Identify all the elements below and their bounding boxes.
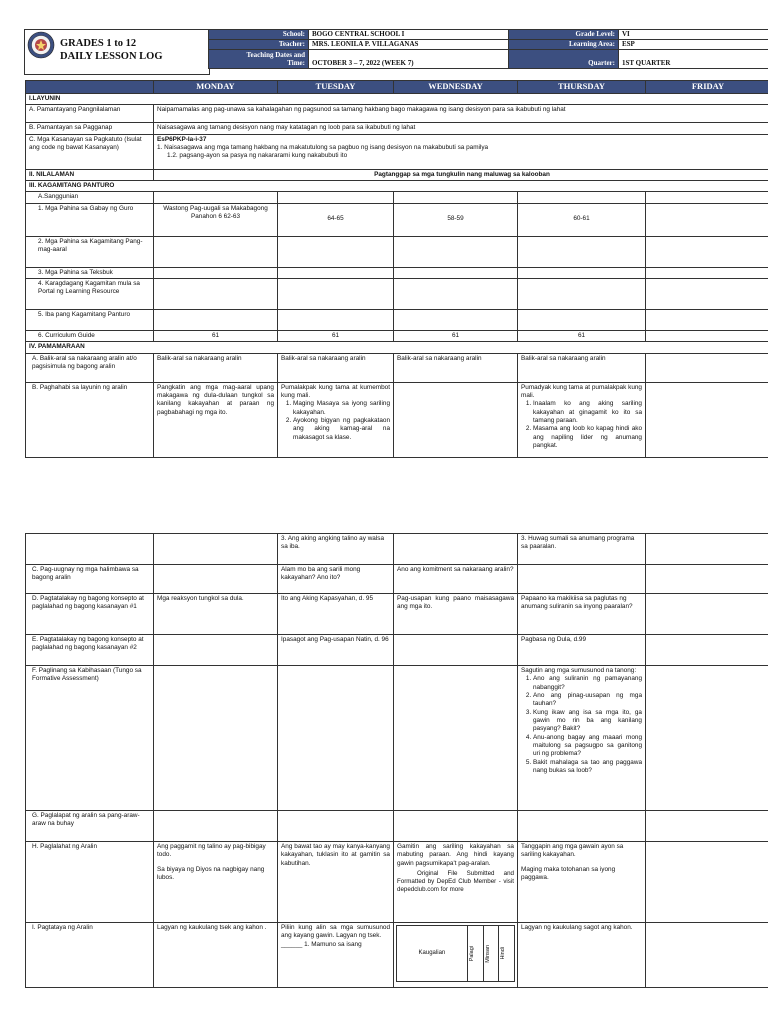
lesson-log-table-page2 [25,533,768,988]
deped-seal-icon [27,31,55,59]
pb-thu [518,382,646,457]
grade-label: Grade Level: [509,30,619,40]
nilalaman-text: Pagtanggap sa mga tungkulin nang maluwag sa kalooban [154,169,768,180]
day-monday: MONDAY [154,81,278,94]
s1-label: 1. Mga Pahina sa Gabay ng Guro [26,203,154,236]
dates-label-line1: Teaching Dates and [246,50,305,59]
dates-label-line2: Time: [287,59,305,68]
i-wed [394,923,518,988]
area-value: ESP [619,40,768,50]
pb-tue-item2: 2. Ayokong bigyan ng pagkakataon ang aking kamag-aral na makasagot sa klase. [293,417,390,442]
h-wed [394,842,518,923]
s6-wed: 61 [394,330,518,341]
i-wed-kaugalian: Kaugalian [397,926,468,982]
s6-label: 6. Curriculum Guide [26,330,154,341]
d-tue: Ito ang Aking Kapasyahan, d. 95 [278,594,394,635]
e-label: E. Pagtatalakay ng bagong konsepto at paglalahad ng bagong kasanayan #2 [26,635,154,666]
title-line1: GRADES 1 to 12 [60,38,137,49]
pb-thu-item1: 1. Inaalam ko ang aking sariling kakayahan at ginagamit ko ito sa tamang paraan. [533,400,642,425]
teacher-value: MRS. LEONILA P. VILLAGANAS [309,40,509,50]
pb-label: B. Paghahabi sa layunin ng aralin [26,382,154,457]
i-label: I. Pagtataya ng Aralin [26,923,154,988]
grade-value: VI [619,30,768,40]
s2-label: 2. Mga Pahina sa Kagamitang Pang-mag-aaral [26,236,154,267]
pa-mon: Balik-aral sa nakaraang aralin [154,353,278,382]
i-wed-col-minsan: Minsan [484,944,491,963]
i-tue [278,923,394,988]
i-tue-line2: ______ 1. Mamuno sa isang [281,940,362,948]
pb-tue [278,382,394,457]
pb-tue-item1: 1. Maging Masaya sa iyong sariling kakayahan. [293,400,390,417]
d-thu: Papaano ka makikiisa sa paglutas ng anumang suliranin sa inyong paaralan? [518,594,646,635]
f-thu-q4: 4. Anu-anong bagay ang maaari mong maitulong sa pagsugpo sa ganitong uri ng problema? [533,734,642,759]
f-thu-q2: 2. Ano ang pinag-uusapan ng mga tauhan? [533,692,642,709]
sanggunian-label: A.Sanggunian [26,192,154,203]
s4-label: 4. Karagdagang Kagamitan mula sa Portal ng Learning Resource [26,278,154,309]
row-c-text [154,134,768,169]
day-friday: FRIDAY [646,81,768,94]
dates-label [209,50,309,69]
row-a-label: A. Pamantayang Pangnilalaman [26,105,154,123]
h-thu [518,842,646,923]
s1-mon: Wastong Pag-uugali sa Makabagong Panahon 6 62-63 [154,203,278,236]
c-wed: Ano ang komitment sa nakaraang aralin? [394,565,518,594]
d-wed: Pag-usapan kung paano maisasagawa ang mga ito. [394,594,518,635]
g-label: G. Paglalapat ng aralin sa pang-araw-araw na buhay [26,811,154,842]
day-wednesday: WEDNESDAY [394,81,518,94]
row-b-label: B. Pamantayan sa Pagganap [26,123,154,134]
section-nilalaman: II. NILALAMAN [26,169,154,180]
section-pamamaraan: IV. PAMAMARAAN [26,342,768,353]
day-tuesday: TUESDAY [278,81,394,94]
title-line2: DAILY LESSON LOG [60,51,163,62]
area-label: Learning Area: [509,40,619,50]
e-thu: Pagbasa ng Dula, d.99 [518,635,646,666]
s3-label: 3. Mga Pahina sa Teksbuk [26,267,154,278]
i-tue-line1: Piliin kung alin sa mga sumusunod ang kayang gawin. Lagyan ng tsek. [281,924,390,940]
pa-tue: Balik-aral sa nakaraang aralin [278,353,394,382]
h-tue: Ang bawat tao ay may kanya-kanyang kakayahan, tuklasin ito at gamitin sa kabutihan. [278,842,394,923]
dates-value: OCTOBER 3 – 7, 2022 (WEEK 7) [309,50,509,69]
quarter-label: Quarter: [509,50,619,69]
quarter-value: 1ST QUARTER [619,50,768,69]
row-b-text: Naisasagawa ang tamang desisyon nang may katatagan ng loob para sa ikabubuti ng lahat [154,123,768,134]
i-thu: Lagyan ng kaukulang sagot ang kahon. [518,923,646,988]
i-wed-checklist [396,925,515,982]
e-tue: Ipasagot ang Pag-usapan Natin, d. 96 [278,635,394,666]
teacher-label: Teacher: [209,40,309,50]
s6-thu: 61 [518,330,646,341]
c-label: C. Pag-uugnay ng mga halimbawa sa bagong aralin [26,565,154,594]
f-thu [518,666,646,811]
f-thu-q1: 1. Ano ang suliranin ng pamayanang nabanggit? [533,675,642,692]
h-mon-line1: Ang paggamit ng talino ay pag-bibigay todo. [157,843,266,859]
f-thu-q5: 5. Bakit mahalaga sa tao ang paggawa nang bukas sa loob? [533,759,642,776]
d-label: D. Pagtatalakay ng bagong konsepto at paglalahad ng bagong kasanayan #1 [26,594,154,635]
s1-thu: 60-61 [518,203,646,236]
s5-label: 5. Iba pang Kagamitang Panturo [26,309,154,330]
row-a-text: Naipamamalas ang pag-unawa sa kahalagahan ng pagsunod sa tamang hakbang bago makagawa ng isang desisyon para sa ikabubuti ng lahat [154,105,768,123]
h-thu-line2: Maging maka totohanan sa iyong paggawa. [521,865,616,881]
i-wed-col-hindi: Hindi [500,947,507,960]
c-tue: Alam mo ba ang sarili mong kakayahan? Ano ito? [278,565,394,594]
row-c-code: EsP6PKP-Ia-i-37 [157,135,207,143]
s1-tue: 64-65 [278,203,394,236]
h-mon [154,842,278,923]
day-thursday: THURSDAY [518,81,646,94]
h-mon-line2: Sa biyaya ng Diyos na nagbigay nang lubos. [157,865,265,881]
cont-thu: 3. Huwag sumali sa anumang programa sa paaralan. [518,534,646,565]
s1-wed: 58-59 [394,203,518,236]
pa-wed: Balik-aral sa nakaraang aralin [394,353,518,382]
pb-thu-item2: 2. Masama ang loob ko kapag hindi ako ang napiling lider ng anumang pangkat. [533,425,642,450]
section-layunin: I.LAYUNIN [26,94,768,105]
s6-mon: 61 [154,330,278,341]
row-c-item2: 1.2. pagsang-ayon sa pasya ng nakararami kung nakabubuti ito [167,152,348,160]
school-label: School: [209,30,309,40]
f-thu-intro: Sagutin ang mga sumusunod na tanong: [521,667,637,674]
f-label: F. Paglinang sa Kabihasaan (Tungo sa Formative Assessment) [26,666,154,811]
h-wed-watermark: Original File Submitted and Formatted by DepEd Club Member - visit depedclub.com for more [397,869,514,894]
row-c-item1: 1. Naisasagawa ang mga tamang hakbang na makatutulong sa pagbuo ng isang desisyon na makabubuti sa pamilya [157,143,489,151]
pb-tue-intro: Pumalakpak kung tama at kumembot kung mali. [281,383,390,399]
cont-tue: 3. Ang aking angking talino ay walsa sa iba. [278,534,394,565]
pb-thu-intro: Pumadyak kung tama at pumalakpak kung mali. [521,383,642,399]
d-mon: Mga reaksyon tungkol sa dula. [154,594,278,635]
h-wed-text: Gamitin ang sariling kakayahan sa mabuting paraan. Ang hindi kayang gawin pagsumikapa't pag-aralan. [397,843,514,867]
h-thu-line1: Tanggapin ang mga gawain ayon sa sariling kakayahan. [521,843,624,859]
pa-thu: Balik-aral sa nakaraang aralin [518,353,646,382]
row-c-label: C. Mga Kasanayan sa Pagkatuto (Isulat ang code ng bawat Kasanayan) [26,134,154,169]
header-meta-table [208,29,768,69]
f-thu-q3: 3. Kung ikaw ang isa sa mga ito, ga gawin mo rin ba ang kanilang pasyang? Bakit? [533,709,642,734]
h-label: H. Paglalahat ng Aralin [26,842,154,923]
pa-label: A. Balik-aral sa nakaraang aralin at/o pagsisimula ng bagong aralin [26,353,154,382]
section-kagamitan: III. KAGAMITANG PANTURO [26,180,768,191]
i-wed-col-palagi: Palagi [468,945,475,962]
school-value: BOGO CENTRAL SCHOOL I [309,30,509,40]
i-mon: Lagyan ng kaukulang tsek ang kahon . [154,923,278,988]
lesson-log-table-page1 [25,80,768,458]
blank-header [26,81,154,94]
pb-mon: Pangkatin ang mga mag-aaral upang makagawa ng dula-dulaan tungkol sa kanilang kakayahan at paraan ng pagbabahagi ng mga ito. [154,382,278,457]
s6-tue: 61 [278,330,394,341]
